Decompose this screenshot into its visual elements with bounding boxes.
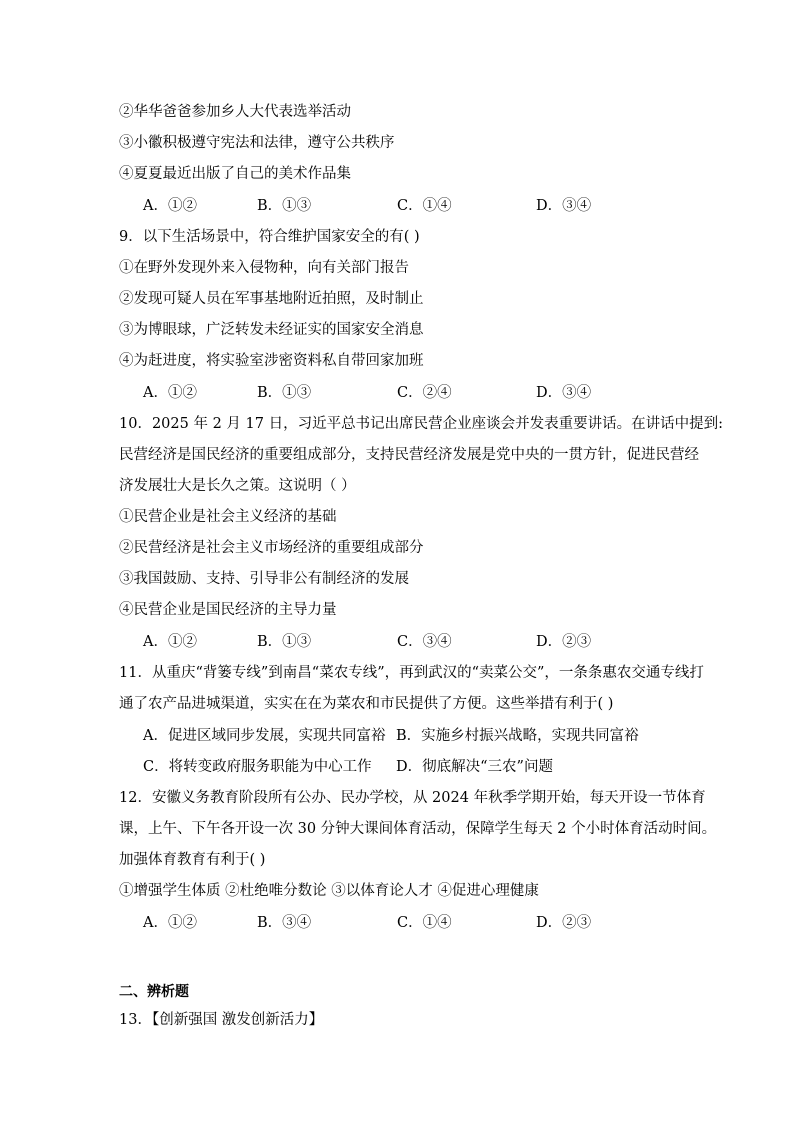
q12-items: ①增强学生体质 ②杜绝唯分数论 ③以体育论人才 ④促进心理健康 (119, 883, 539, 899)
q10-option-b: B．①③ (257, 634, 312, 650)
q8-item-3: ③小徽积极遵守宪法和法律，遵守公共秩序 (119, 135, 395, 151)
q10-item-3: ③我国鼓励、支持、引导非公有制经济的发展 (119, 571, 409, 587)
q8-option-c: C．①④ (397, 198, 452, 214)
q8-option-b: B．①③ (257, 198, 312, 214)
q11-option-c: C．将转变政府服务职能为中心工作 (143, 759, 372, 775)
q10-item-4: ④民营企业是国民经济的主导力量 (119, 602, 337, 618)
q11-stem-line-1: 11．从重庆“背篓专线”到南昌“菜农专线”，再到武汉的“卖菜公交”，一条条惠农交通专线打 (119, 665, 704, 681)
q8-option-a: A．①② (143, 198, 197, 214)
q13-title: 13．【创新强国 激发创新活力】 (119, 1012, 324, 1028)
q9-item-2: ②发现可疑人员在军事基地附近拍照，及时制止 (119, 291, 424, 307)
q10-item-2: ②民营经济是社会主义市场经济的重要组成部分 (119, 540, 424, 556)
q11-option-b: B．实施乡村振兴战略，实现共同富裕 (396, 728, 639, 744)
q9-item-3: ③为博眼球，广泛转发未经证实的国家安全消息 (119, 322, 424, 338)
q12-option-c: C．①④ (397, 915, 452, 931)
q12-stem-line-2: 课，上午、下午各开设一次 30 分钟大课间体育活动，保障学生每天 2 个小时体育活动时间。 (119, 821, 717, 837)
section-heading: 二、辨析题 (119, 984, 189, 1000)
q12-option-b: B．③④ (257, 915, 312, 931)
q12-stem-line-1: 12．安徽义务教育阶段所有公办、民办学校，从 2024 年秋季学期开始，每天开设一节体育 (119, 790, 706, 806)
q10-stem-line-3: 济发展壮大是长久之策。这说明（ ） (119, 478, 356, 494)
q9-item-1: ①在野外发现外来入侵物种，向有关部门报告 (119, 260, 409, 276)
q10-stem-line-2: 民营经济是国民经济的重要组成部分，支持民营经济发展是党中央的一贯方针，促进民营经 (119, 447, 699, 463)
q8-item-2: ②华华爸爸参加乡人大代表选举活动 (119, 104, 351, 120)
q12-stem-line-3: 加强体育教育有利于( ) (119, 852, 266, 868)
q10-stem-line-1: 10．2025 年 2 月 17 日，习近平总书记出席民营企业座谈会并发表重要讲话。在讲话中提到: (119, 416, 723, 432)
q9-option-a: A．①② (143, 385, 197, 401)
q10-option-a: A．①② (143, 634, 197, 650)
q10-option-c: C．③④ (397, 634, 452, 650)
q9-stem: 9．以下生活场景中，符合维护国家安全的有( ) (119, 229, 420, 245)
q11-option-d: D．彻底解决“三农”问题 (396, 759, 553, 775)
q12-option-a: A．①② (143, 915, 197, 931)
q8-option-d: D．③④ (536, 198, 592, 214)
q11-option-a: A．促进区域同步发展，实现共同富裕 (143, 728, 386, 744)
q12-option-d: D．②③ (536, 915, 592, 931)
q10-item-1: ①民营企业是社会主义经济的基础 (119, 509, 337, 525)
q9-item-4: ④为赶进度，将实验室涉密资料私自带回家加班 (119, 353, 424, 369)
q9-option-d: D．③④ (536, 385, 592, 401)
q9-option-c: C．②④ (397, 385, 452, 401)
q8-item-4: ④夏夏最近出版了自己的美术作品集 (119, 166, 351, 182)
q10-option-d: D．②③ (536, 634, 592, 650)
q9-option-b: B．①③ (257, 385, 312, 401)
q11-stem-line-2: 通了农产品进城渠道，实实在在为菜农和市民提供了方便。这些举措有利于( ) (119, 696, 614, 712)
